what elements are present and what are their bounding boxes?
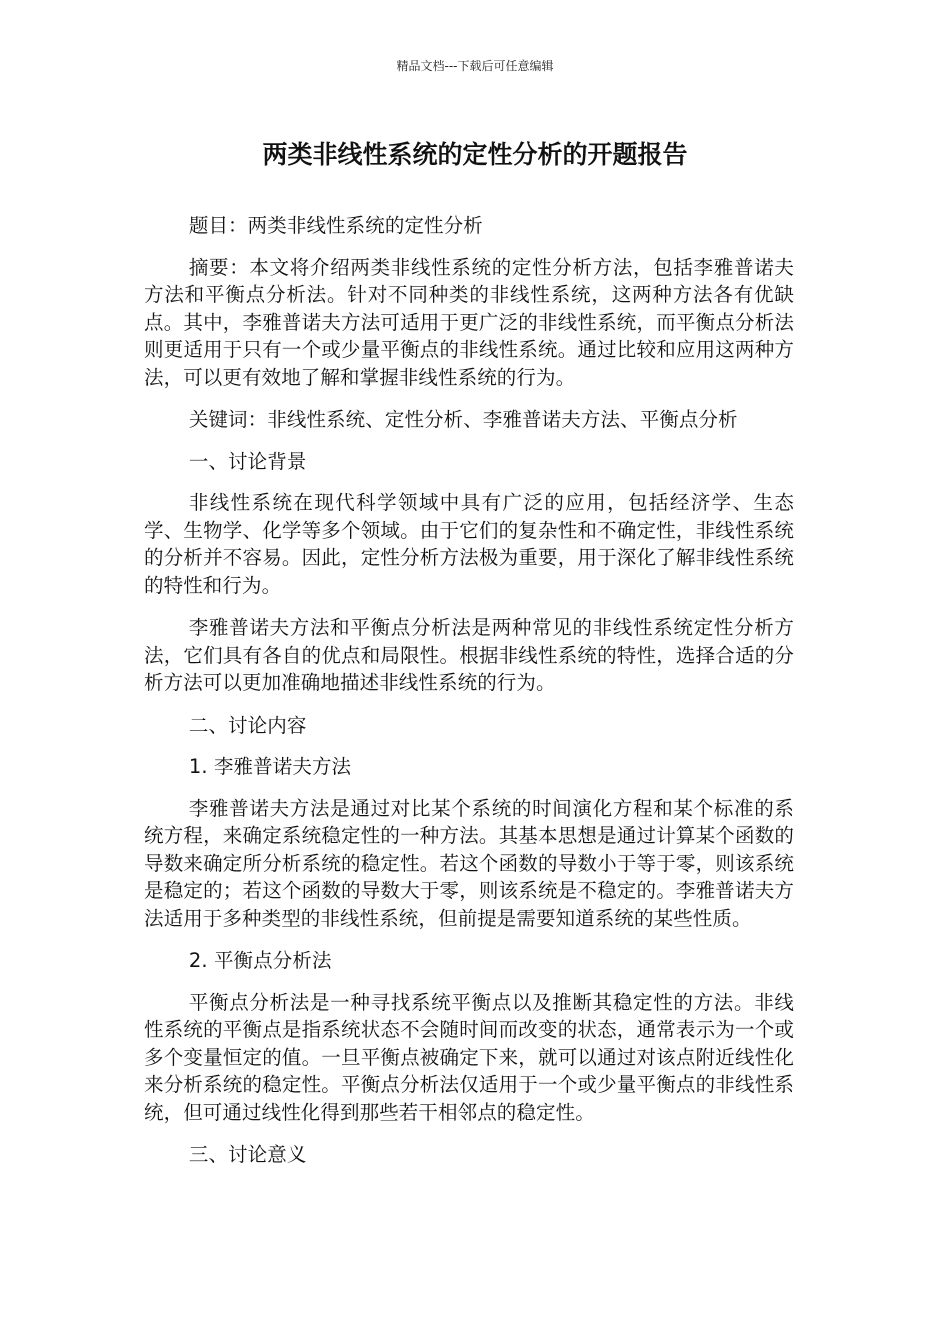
header-note: 精品文档---下载后可任意编辑 [396,59,554,73]
background-paragraph-1: 非线性系统在现代科学领域中具有广泛的应用，包括经济学、生态学、生物学、化学等多个领域。由于它们的复杂性和不确定性，非线性系统的分析并不容易。因此，定性分析方法极为重要，用于深化了解非线性系统的特性和行为。 [144,491,794,597]
lyapunov-paragraph: 李雅普诺夫方法是通过对比某个系统的时间演化方程和某个标准的系统方程，来确定系统稳定性的一种方法。其基本思想是通过计算某个函数的导数来确定所分析系统的稳定性。若这个函数的导数小于等于零，则该系统是稳定的；若这个函数的导数大于零，则该系统是不稳定的。李雅普诺夫方法适用于多种类型的非线性系统，但前提是需要知道系统的某些性质。 [144,796,794,930]
abstract-paragraph: 摘要：本文将介绍两类非线性系统的定性分析方法，包括李雅普诺夫方法和平衡点分析法。针对不同种类的非线性系统，这两种方法各有优缺点。其中，李雅普诺夫方法可适用于更广泛的非线性系统，而平衡点分析法则更适用于只有一个或少量平衡点的非线性系统。通过比较和应用这两种方法，可以更有效地了解和掌握非线性系统的行为。 [144,255,794,389]
subsection-heading-lyapunov: 1. 李雅普诺夫方法 [188,755,352,778]
keywords-line: 关键词：非线性系统、定性分析、李雅普诺夫方法、平衡点分析 [188,408,738,431]
equilibrium-paragraph: 平衡点分析法是一种寻找系统平衡点以及推断其稳定性的方法。非线性系统的平衡点是指系统状态不会随时间而改变的状态，通常表示为一个或多个变量恒定的值。一旦平衡点被确定下来，就可以通过对该点附近线性化来分析系统的稳定性。平衡点分析法仅适用于一个或少量平衡点的非线性系统，但可通过线性化得到那些若干相邻点的稳定性。 [144,990,794,1124]
section-heading-significance: 三、讨论意义 [188,1143,307,1166]
background-paragraph-2: 李雅普诺夫方法和平衡点分析法是两种常见的非线性系统定性分析方法，它们具有各自的优点和局限性。根据非线性系统的特性，选择合适的分析方法可以更加准确地描述非线性系统的行为。 [144,616,794,694]
subsection-heading-equilibrium: 2. 平衡点分析法 [188,949,332,972]
topic-line: 题目：两类非线性系统的定性分析 [188,214,483,237]
section-heading-background: 一、讨论背景 [188,449,307,473]
document-title: 两类非线性系统的定性分析的开题报告 [262,140,688,169]
document-body [144,212,794,1183]
section-heading-content: 二、讨论内容 [188,713,307,737]
